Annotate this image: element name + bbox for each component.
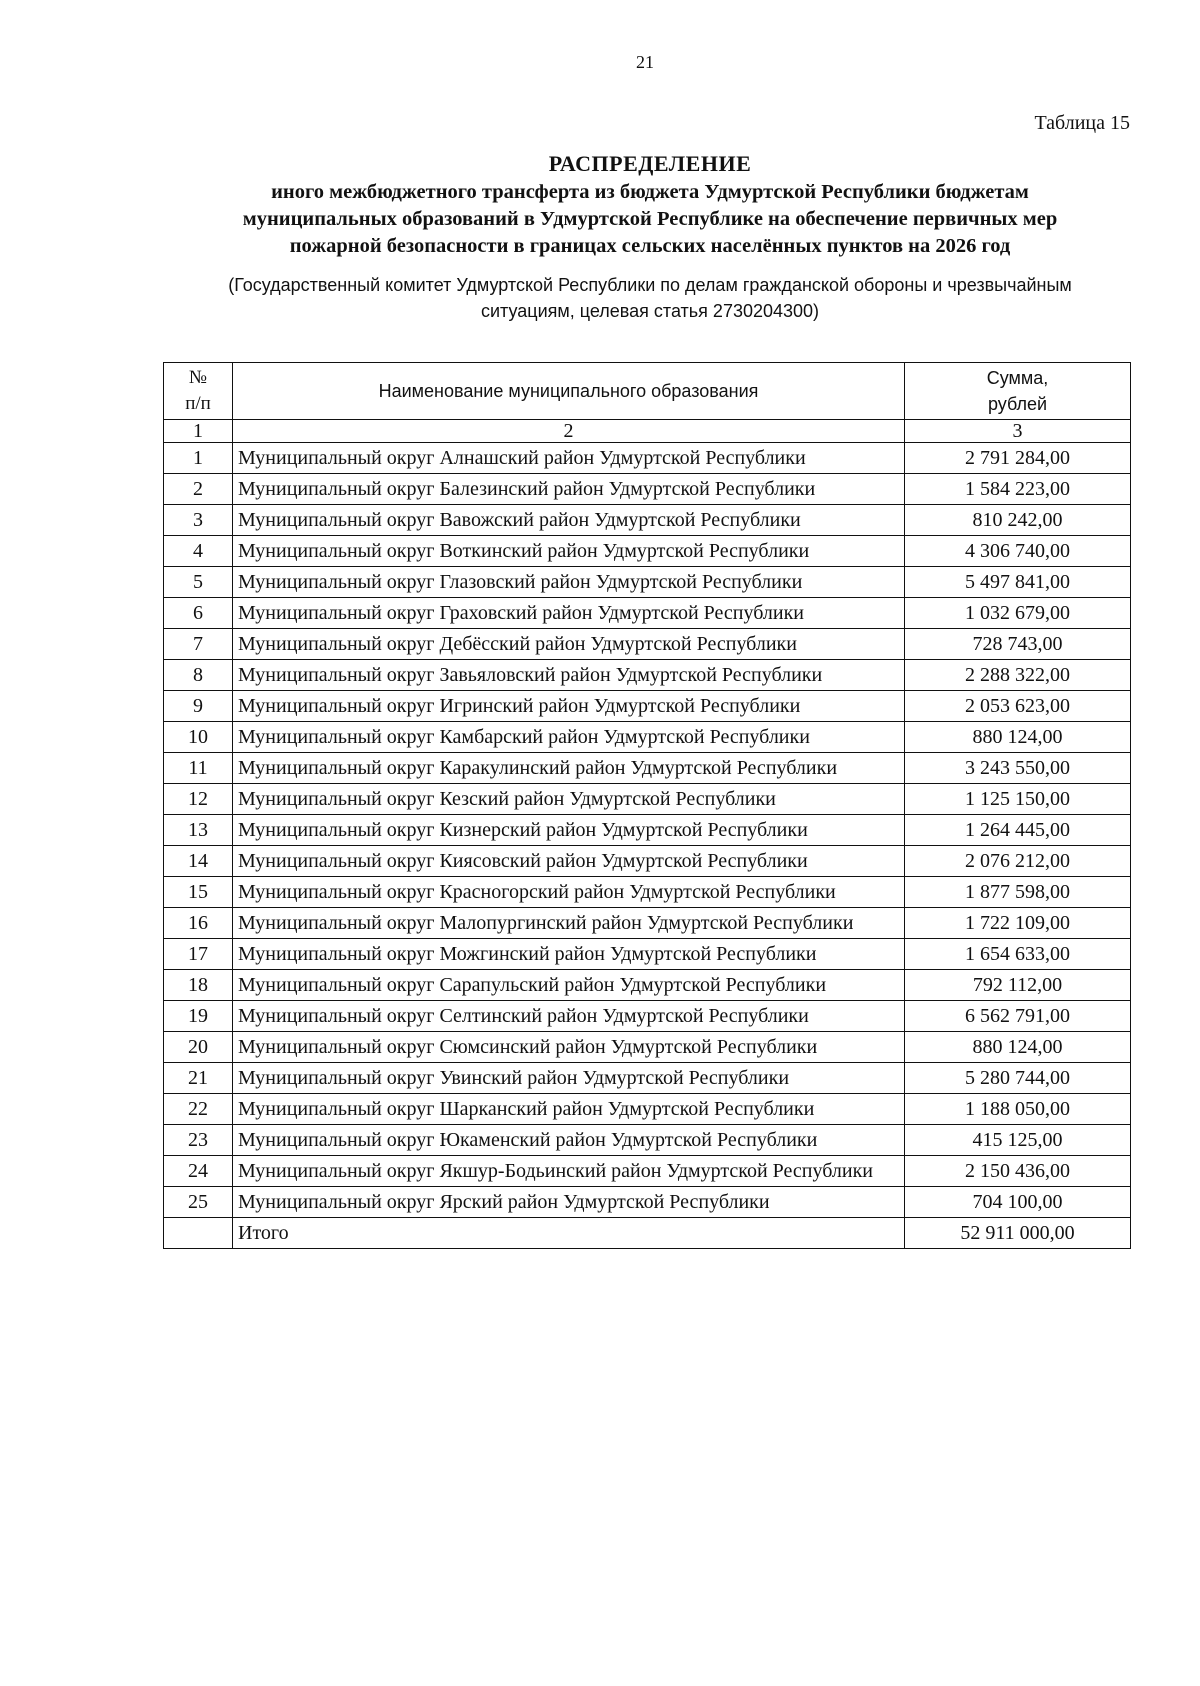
row-amount: 4 306 740,00 — [905, 536, 1131, 567]
row-name: Муниципальный округ Балезинский район Удмуртской Республики — [233, 474, 905, 505]
row-number: 21 — [164, 1063, 233, 1094]
table-body — [164, 443, 1131, 1218]
row-amount: 880 124,00 — [905, 1032, 1131, 1063]
note-line: ситуациям, целевая статья 2730204300) — [480, 301, 820, 321]
row-number: 11 — [164, 753, 233, 784]
header-amount-line1: Сумма, — [986, 368, 1049, 388]
row-amount: 2 053 623,00 — [905, 691, 1131, 722]
table-label: Таблица 15 — [1034, 112, 1130, 134]
row-amount: 1 188 050,00 — [905, 1094, 1131, 1125]
header-number-line1: № — [188, 367, 208, 388]
table-row — [164, 443, 1131, 474]
row-amount: 5 497 841,00 — [905, 567, 1131, 598]
table-row — [164, 474, 1131, 505]
document-heading — [150, 150, 1150, 324]
row-name: Муниципальный округ Шарканский район Удмуртской Республики — [233, 1094, 905, 1125]
row-name: Муниципальный округ Камбарский район Удмуртской Республики — [233, 722, 905, 753]
table-row — [164, 908, 1131, 939]
row-amount: 2 288 322,00 — [905, 660, 1131, 691]
table-row — [164, 691, 1131, 722]
column-index: 2 — [233, 420, 905, 443]
row-name: Муниципальный округ Киясовский район Удмуртской Республики — [233, 846, 905, 877]
row-amount: 2 791 284,00 — [905, 443, 1131, 474]
row-name: Муниципальный округ Сюмсинский район Удмуртской Республики — [233, 1032, 905, 1063]
row-name: Муниципальный округ Вавожский район Удмуртской Республики — [233, 505, 905, 536]
row-name: Муниципальный округ Ярский район Удмуртской Республики — [233, 1187, 905, 1218]
table-row — [164, 1063, 1131, 1094]
page-number: 21 — [636, 52, 654, 72]
table-row — [164, 629, 1131, 660]
row-amount: 5 280 744,00 — [905, 1063, 1131, 1094]
row-name: Муниципальный округ Кезский район Удмуртской Республики — [233, 784, 905, 815]
row-name: Муниципальный округ Воткинский район Удмуртской Республики — [233, 536, 905, 567]
row-number: 13 — [164, 815, 233, 846]
row-amount: 728 743,00 — [905, 629, 1131, 660]
table-row — [164, 815, 1131, 846]
document-title: РАСПРЕДЕЛЕНИЕ — [548, 151, 752, 176]
table-row — [164, 1125, 1131, 1156]
table-row — [164, 722, 1131, 753]
row-number: 23 — [164, 1125, 233, 1156]
table-row — [164, 753, 1131, 784]
row-name: Муниципальный округ Кизнерский район Удмуртской Республики — [233, 815, 905, 846]
row-name: Муниципальный округ Сарапульский район Удмуртской Республики — [233, 970, 905, 1001]
table-header-row — [164, 363, 1131, 420]
row-number: 3 — [164, 505, 233, 536]
table-row — [164, 660, 1131, 691]
row-number: 5 — [164, 567, 233, 598]
row-name: Муниципальный округ Дебёсский район Удмуртской Республики — [233, 629, 905, 660]
row-number: 20 — [164, 1032, 233, 1063]
row-name: Муниципальный округ Селтинский район Удмуртской Республики — [233, 1001, 905, 1032]
row-name: Муниципальный округ Якшур-Бодьинский район Удмуртской Республики — [233, 1156, 905, 1187]
row-name: Муниципальный округ Увинский район Удмуртской Республики — [233, 1063, 905, 1094]
table-row — [164, 598, 1131, 629]
header-name: Наименование муниципального образования — [233, 363, 905, 420]
row-number: 1 — [164, 443, 233, 474]
row-amount: 792 112,00 — [905, 970, 1131, 1001]
row-name: Муниципальный округ Каракулинский район Удмуртской Республики — [233, 753, 905, 784]
total-amount: 52 911 000,00 — [905, 1218, 1131, 1249]
row-number: 7 — [164, 629, 233, 660]
table-row — [164, 846, 1131, 877]
total-number — [164, 1218, 233, 1249]
row-name: Муниципальный округ Граховский район Удмуртской Республики — [233, 598, 905, 629]
row-number: 14 — [164, 846, 233, 877]
row-amount: 1 125 150,00 — [905, 784, 1131, 815]
row-name: Муниципальный округ Игринский район Удмуртской Республики — [233, 691, 905, 722]
column-index-row — [164, 420, 1131, 443]
row-amount: 6 562 791,00 — [905, 1001, 1131, 1032]
document-subtitle — [150, 179, 1150, 260]
table-row — [164, 1187, 1131, 1218]
row-number: 19 — [164, 1001, 233, 1032]
table-row — [164, 784, 1131, 815]
row-number: 18 — [164, 970, 233, 1001]
row-amount: 3 243 550,00 — [905, 753, 1131, 784]
subtitle-line: муниципальных образований в Удмуртской Республике на обеспечение первичных мер — [242, 208, 1058, 230]
row-number: 15 — [164, 877, 233, 908]
row-amount: 810 242,00 — [905, 505, 1131, 536]
row-number: 25 — [164, 1187, 233, 1218]
total-row — [164, 1218, 1131, 1249]
table-row — [164, 567, 1131, 598]
row-amount: 1 032 679,00 — [905, 598, 1131, 629]
total-label: Итого — [233, 1218, 905, 1249]
subtitle-line: пожарной безопасности в границах сельских населённых пунктов на 2026 год — [289, 235, 1011, 257]
row-amount: 1 654 633,00 — [905, 939, 1131, 970]
header-amount-line2: рублей — [987, 394, 1048, 414]
header-number-line2: п/п — [185, 393, 211, 414]
row-number: 16 — [164, 908, 233, 939]
table-row — [164, 1001, 1131, 1032]
row-amount: 2 150 436,00 — [905, 1156, 1131, 1187]
row-amount: 2 076 212,00 — [905, 846, 1131, 877]
subtitle-line: иного межбюджетного трансферта из бюджета Удмуртской Республики бюджетам — [271, 181, 1029, 203]
row-amount: 1 264 445,00 — [905, 815, 1131, 846]
note-line: (Государственный комитет Удмуртской Республики по делам гражданской обороны и чрезвычайным — [228, 275, 1072, 295]
row-amount: 704 100,00 — [905, 1187, 1131, 1218]
row-number: 17 — [164, 939, 233, 970]
row-name: Муниципальный округ Алнашский район Удмуртской Республики — [233, 443, 905, 474]
header-amount — [905, 363, 1131, 420]
row-number: 10 — [164, 722, 233, 753]
row-name: Муниципальный округ Красногорский район Удмуртской Республики — [233, 877, 905, 908]
row-name: Муниципальный округ Можгинский район Удмуртской Республики — [233, 939, 905, 970]
header-number — [164, 363, 233, 420]
table-row — [164, 877, 1131, 908]
row-number: 6 — [164, 598, 233, 629]
row-amount: 1 584 223,00 — [905, 474, 1131, 505]
document-note — [150, 272, 1150, 324]
table-row — [164, 939, 1131, 970]
row-number: 12 — [164, 784, 233, 815]
row-name: Муниципальный округ Завьяловский район Удмуртской Республики — [233, 660, 905, 691]
row-number: 2 — [164, 474, 233, 505]
column-index: 3 — [905, 420, 1131, 443]
table-row — [164, 970, 1131, 1001]
row-amount: 880 124,00 — [905, 722, 1131, 753]
table-row — [164, 505, 1131, 536]
distribution-table — [163, 362, 1131, 1249]
column-index: 1 — [164, 420, 233, 443]
table-row — [164, 1156, 1131, 1187]
row-number: 22 — [164, 1094, 233, 1125]
row-name: Муниципальный округ Юкаменский район Удмуртской Республики — [233, 1125, 905, 1156]
row-name: Муниципальный округ Глазовский район Удмуртской Республики — [233, 567, 905, 598]
row-number: 8 — [164, 660, 233, 691]
table-row — [164, 536, 1131, 567]
row-name: Муниципальный округ Малопургинский район Удмуртской Республики — [233, 908, 905, 939]
row-number: 4 — [164, 536, 233, 567]
table-row — [164, 1032, 1131, 1063]
row-number: 24 — [164, 1156, 233, 1187]
table-row — [164, 1094, 1131, 1125]
row-amount: 415 125,00 — [905, 1125, 1131, 1156]
row-amount: 1 722 109,00 — [905, 908, 1131, 939]
row-number: 9 — [164, 691, 233, 722]
row-amount: 1 877 598,00 — [905, 877, 1131, 908]
